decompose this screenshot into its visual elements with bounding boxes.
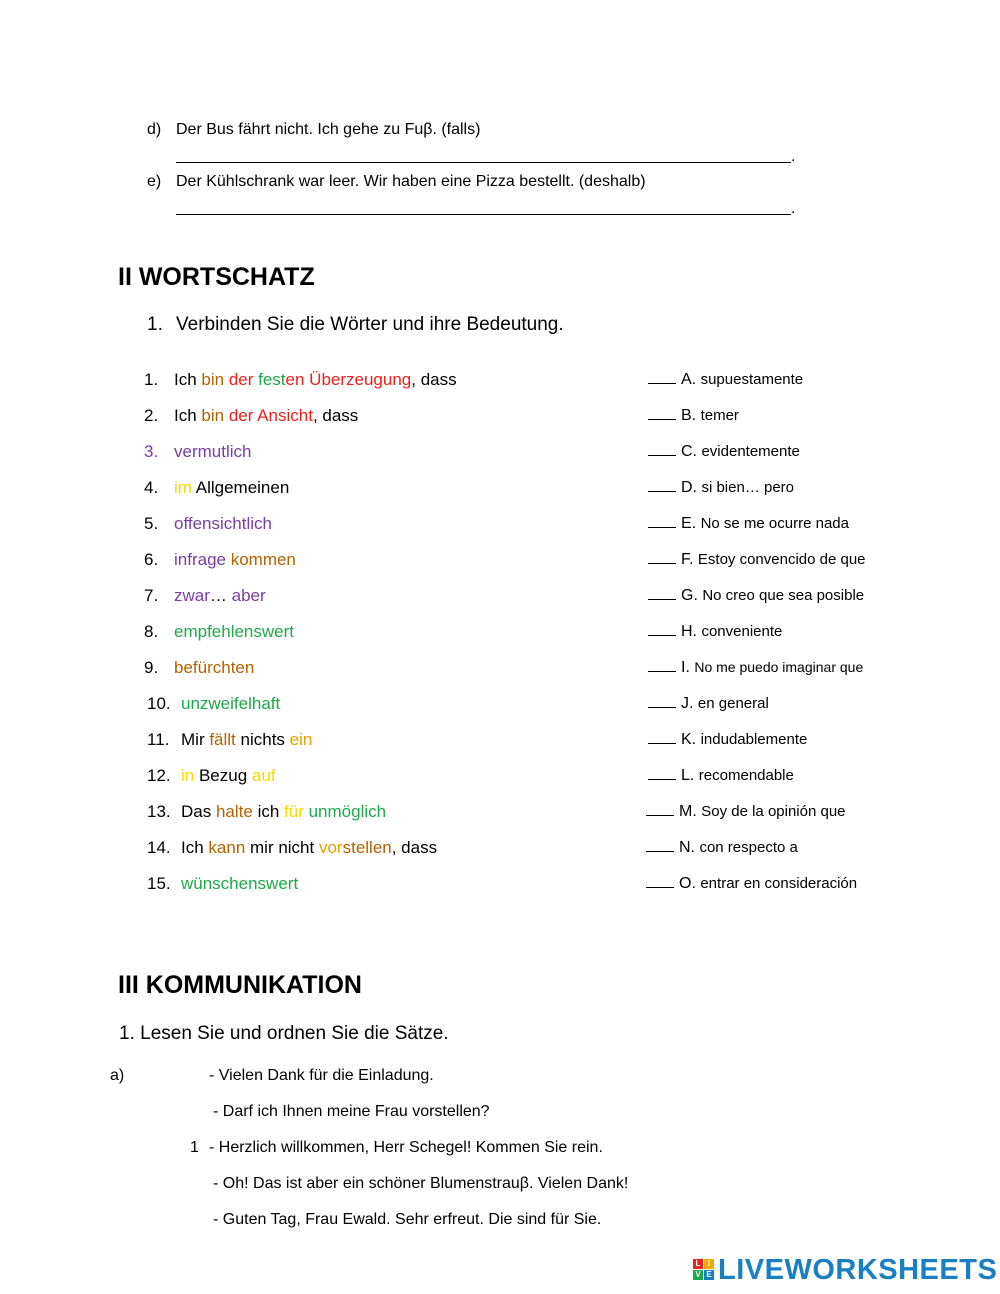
exercise-e-answer-line[interactable] [176, 214, 791, 215]
logo-text: LIVEWORKSHEETS [718, 1253, 998, 1286]
sentence-order-input[interactable] [186, 1103, 204, 1123]
vocab-number: 11. [147, 730, 170, 749]
match-spanish-text: indudablemente [700, 731, 808, 748]
match-letter: H. [681, 623, 697, 640]
vocab-number: 13. [147, 802, 171, 821]
vocab-number: 5. [144, 514, 159, 533]
phrase-part: Überzeugung [309, 370, 412, 389]
match-spanish-text: recomendable [698, 767, 794, 784]
phrase-part: Mir [181, 730, 210, 749]
match-letter: F. [681, 551, 694, 568]
phrase-part: Bezug [198, 766, 252, 785]
match-letter: A. [681, 371, 697, 388]
vocab-match-item [648, 587, 864, 605]
vocab-number: 2. [144, 406, 159, 425]
match-answer-blank[interactable] [648, 778, 676, 780]
vocab-german-phrase [174, 586, 266, 606]
sentence-text: - Guten Tag, Frau Ewald. Sehr erfreut. Die sind für Sie. [213, 1211, 602, 1228]
task-number: 1. [147, 314, 163, 335]
phrase-part: fällt [209, 730, 241, 749]
phrase-part: vermutlich [174, 442, 252, 461]
sentence-order-input[interactable] [186, 1067, 204, 1087]
phrase-part: offensichtlich [174, 514, 272, 533]
phrase-part: stellen [342, 838, 392, 857]
vocab-german-phrase [181, 694, 280, 714]
vocab-match-item [648, 407, 739, 425]
vocab-number: 6. [144, 550, 159, 569]
match-spanish-text: entrar en consideración [700, 875, 858, 892]
match-spanish-text: supuestamente [700, 371, 804, 388]
match-spanish-text: con respecto a [699, 839, 798, 856]
sentence-text: - Oh! Das ist aber ein schöner Blumenstrauβ. Vielen Dank! [213, 1175, 629, 1192]
sentence-text: - Vielen Dank für die Einladung. [209, 1067, 434, 1084]
vocab-match-item [648, 767, 794, 785]
vocab-match-item [648, 551, 866, 569]
exercise-e-letter: e) [147, 173, 162, 190]
vocab-match-item [646, 803, 846, 821]
match-answer-blank[interactable] [648, 670, 676, 672]
match-spanish-text: conveniente [701, 623, 783, 640]
phrase-part: bin [201, 406, 229, 425]
match-answer-blank[interactable] [648, 490, 676, 492]
exercise-d-answer-line[interactable] [176, 162, 791, 163]
sentence-order-number[interactable]: 1 [190, 1139, 199, 1156]
vocab-number: 9. [144, 658, 159, 677]
phrase-part: , dass [411, 370, 457, 389]
phrase-part: bin [201, 370, 229, 389]
match-spanish-text: No se me ocurre nada [700, 515, 849, 532]
phrase-part: befürchten [174, 658, 255, 677]
phrase-part: der [228, 370, 259, 389]
task-instruction-order: 1. Lesen Sie und ordnen Sie die Sätze. [119, 1023, 449, 1044]
match-answer-blank[interactable] [646, 850, 674, 852]
exercise-d-period: . [791, 148, 796, 165]
vocab-german-phrase [174, 514, 272, 534]
match-letter: N. [679, 839, 695, 856]
match-letter: L. [681, 767, 695, 784]
match-letter: J. [681, 695, 694, 712]
vocab-number: 4. [144, 478, 159, 497]
match-spanish-text: No me puedo imaginar que [694, 659, 864, 675]
vocab-number: 12. [147, 766, 171, 785]
vocab-number: 14. [147, 838, 171, 857]
phrase-part: für [284, 802, 309, 821]
match-answer-blank[interactable] [648, 562, 676, 564]
phrase-part: der Ansicht [228, 406, 313, 425]
sentence-text: - Herzlich willkommen, Herr Schegel! Kommen Sie rein. [209, 1139, 603, 1156]
match-answer-blank[interactable] [648, 634, 676, 636]
vocab-number: 3. [144, 442, 159, 461]
phrase-part: kann [208, 838, 250, 857]
match-answer-blank[interactable] [648, 526, 676, 528]
match-answer-blank[interactable] [648, 382, 676, 384]
vocab-match-item [648, 731, 807, 749]
vocab-match-item [648, 623, 782, 641]
logo-icon: L I V E [693, 1259, 715, 1281]
vocab-german-phrase [181, 802, 386, 822]
match-letter: O. [679, 875, 696, 892]
match-answer-blank[interactable] [648, 454, 676, 456]
phrase-part: unzweifelhaft [181, 694, 281, 713]
vocab-number: 7. [144, 586, 159, 605]
vocab-match-item [646, 875, 857, 893]
vocab-match-item [648, 659, 863, 677]
exercise-d-letter: d) [147, 121, 162, 138]
match-answer-blank[interactable] [646, 814, 674, 816]
vocab-german-phrase [174, 442, 251, 462]
phrase-part: fest [258, 370, 286, 389]
match-answer-blank[interactable] [648, 418, 676, 420]
vocab-match-item [648, 515, 849, 533]
phrase-part: zwar [174, 586, 210, 605]
vocab-match-item [648, 443, 800, 461]
match-answer-blank[interactable] [648, 706, 676, 708]
vocab-german-phrase [181, 766, 276, 786]
phrase-part: en [285, 370, 310, 389]
vocab-number: 8. [144, 622, 159, 641]
phrase-part: wünschenswert [181, 874, 299, 893]
phrase-part: im [174, 478, 196, 497]
phrase-part: Ich [174, 370, 202, 389]
phrase-part: auf [251, 766, 276, 785]
phrase-part: aber [231, 586, 266, 605]
phrase-part: … [209, 586, 232, 605]
phrase-part: vor [318, 838, 343, 857]
match-letter: I. [681, 659, 690, 676]
vocab-match-item [648, 371, 803, 389]
phrase-part: kommen [230, 550, 296, 569]
exercise-e-period: . [791, 200, 796, 217]
sentence-order-input[interactable] [186, 1175, 204, 1195]
phrase-part: mir nicht [250, 838, 319, 857]
phrase-part: , dass [312, 406, 359, 425]
group-label-a: a) [110, 1067, 125, 1084]
vocab-german-phrase [181, 874, 298, 894]
vocab-match-item [648, 479, 794, 497]
match-answer-blank[interactable] [648, 598, 676, 600]
vocab-german-phrase [181, 838, 437, 858]
match-letter: B. [681, 407, 697, 424]
vocab-german-phrase [174, 370, 457, 390]
match-spanish-text: No creo que sea posible [702, 587, 865, 604]
match-letter: G. [681, 587, 698, 604]
match-spanish-text: evidentemente [701, 443, 800, 460]
match-letter: K. [681, 731, 697, 748]
match-spanish-text: Soy de la opinión que [701, 803, 846, 820]
vocab-german-phrase [174, 406, 358, 426]
vocab-german-phrase [181, 730, 312, 750]
vocab-number: 15. [147, 874, 171, 893]
phrase-part: ich [257, 802, 285, 821]
section-title-wortschatz: II WORTSCHATZ [118, 263, 315, 291]
phrase-part: Ich [181, 838, 209, 857]
phrase-part: Das [181, 802, 216, 821]
match-spanish-text: en general [697, 695, 769, 712]
phrase-part: Ich [174, 406, 202, 425]
phrase-part: Allgemeinen [195, 478, 290, 497]
sentence-order-input[interactable] [186, 1211, 204, 1231]
phrase-part: unmöglich [308, 802, 387, 821]
vocab-match-item [648, 695, 769, 713]
match-letter: C. [681, 443, 697, 460]
vocab-german-phrase [174, 622, 294, 642]
match-answer-blank[interactable] [646, 886, 674, 888]
phrase-part: in [181, 766, 199, 785]
match-spanish-text: Estoy convencido de que [697, 551, 866, 568]
vocab-german-phrase [174, 478, 289, 498]
liveworksheets-logo [693, 1254, 997, 1286]
vocab-number: 10. [147, 694, 171, 713]
match-letter: M. [679, 803, 697, 820]
phrase-part: nichts [240, 730, 290, 749]
match-spanish-text: si bien… pero [701, 479, 795, 496]
phrase-part: , dass [391, 838, 438, 857]
exercise-d-text: Der Bus fährt nicht. Ich gehe zu Fuβ. (falls) [176, 121, 481, 138]
match-letter: E. [681, 515, 697, 532]
match-answer-blank[interactable] [648, 742, 676, 744]
phrase-part: ein [289, 730, 313, 749]
sentence-text: - Darf ich Ihnen meine Frau vorstellen? [213, 1103, 490, 1120]
phrase-part: halte [215, 802, 258, 821]
phrase-part: empfehlenswert [174, 622, 295, 641]
vocab-match-item [646, 839, 798, 857]
vocab-german-phrase [174, 658, 254, 678]
exercise-e-text: Der Kühlschrank war leer. Wir haben eine Pizza bestellt. (deshalb) [176, 173, 646, 190]
vocab-number: 1. [144, 370, 159, 389]
section-title-kommunikation: III KOMMUNIKATION [118, 971, 362, 999]
match-letter: D. [681, 479, 697, 496]
vocab-german-phrase [174, 550, 296, 570]
task-instruction: Verbinden Sie die Wörter und ihre Bedeutung. [176, 314, 564, 335]
phrase-part: infrage [174, 550, 231, 569]
match-spanish-text: temer [700, 407, 739, 424]
